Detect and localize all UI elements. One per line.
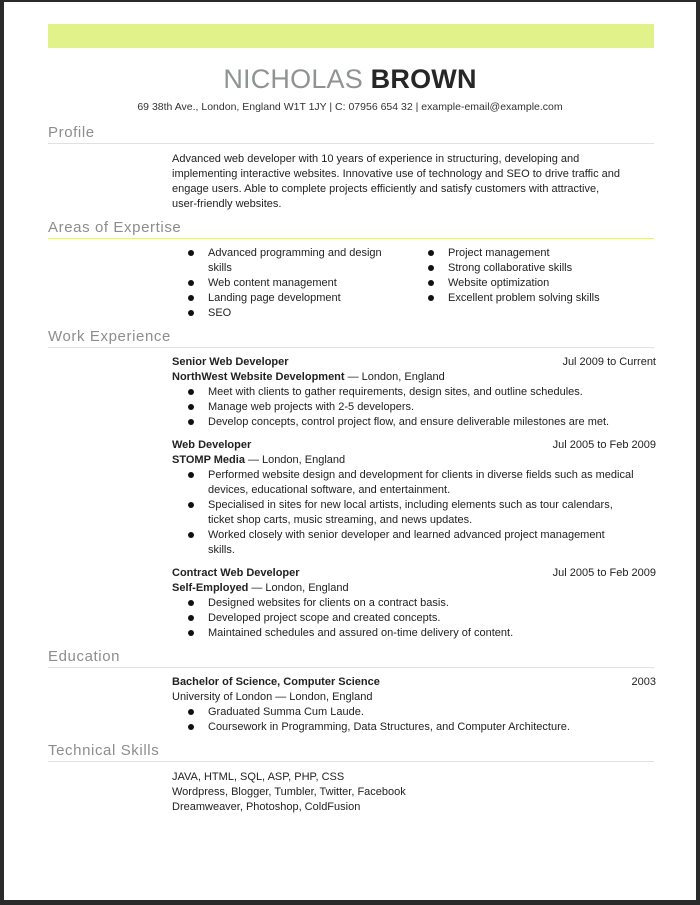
profile-line: implementing interactive websites. Innovative use of technology and SEO to drive traffic and <box>172 168 620 180</box>
list-item <box>172 468 656 498</box>
list-item <box>172 720 656 735</box>
skills-list <box>172 770 656 815</box>
item-text: Web content management <box>208 277 337 289</box>
job-bullets <box>172 596 656 641</box>
bullet-icon <box>428 250 434 256</box>
resume-page <box>4 2 696 900</box>
list-item <box>172 498 656 528</box>
expertise-column-right <box>412 246 656 321</box>
list-item <box>172 306 412 321</box>
expertise-list <box>172 246 656 321</box>
item-text: skills. <box>208 544 235 556</box>
item-text: Develop concepts, control project flow, and ensure deliverable milestones are met. <box>208 416 610 428</box>
list-item <box>172 276 412 291</box>
bullet-icon <box>188 404 194 410</box>
job-bullets <box>172 385 656 430</box>
education-header <box>172 675 656 690</box>
list-item <box>172 528 656 558</box>
list-item <box>172 626 656 641</box>
company-name: STOMP Media <box>172 454 245 466</box>
item-text: skills <box>208 262 232 274</box>
education-bullets <box>172 705 656 735</box>
item-text: ticket shop carts, music streaming, and news updates. <box>208 514 473 526</box>
bullet-icon <box>188 295 194 301</box>
last-name: BROWN <box>370 64 477 94</box>
item-text: Landing page development <box>208 292 341 304</box>
bullet-icon <box>188 250 194 256</box>
bullet-icon <box>428 295 434 301</box>
bullet-icon <box>188 389 194 395</box>
item-text: Excellent problem solving skills <box>448 292 600 304</box>
item-text: SEO <box>208 307 232 319</box>
job-employer: Self-Employed — London, England <box>172 582 349 594</box>
list-item <box>172 705 656 720</box>
skills-line: JAVA, HTML, SQL, ASP, PHP, CSS <box>172 771 345 783</box>
job-entry <box>172 355 656 430</box>
graduation-year: 2003 <box>631 676 656 688</box>
item-text: Developed project scope and created concepts. <box>208 612 441 624</box>
bullet-icon <box>188 532 194 538</box>
job-dates: Jul 2005 to Feb 2009 <box>552 567 656 579</box>
company-name: NorthWest Website Development <box>172 371 345 383</box>
expertise-column-left <box>172 246 412 321</box>
item-text: Graduated Summa Cum Laude. <box>208 706 364 718</box>
item-text: Strong collaborative skills <box>448 262 573 274</box>
list-item <box>412 261 656 276</box>
education-entry <box>172 675 656 735</box>
accent-bar <box>48 24 654 48</box>
item-text: Manage web projects with 2-5 developers. <box>208 401 415 413</box>
item-text: Project management <box>448 247 550 259</box>
contact-line: 69 38th Ave., London, England W1T 1JY | C: 07956 654 32 | example-email@example.com <box>137 101 563 113</box>
company-name: Self-Employed <box>172 582 249 594</box>
list-item <box>412 291 656 306</box>
skills-line: Wordpress, Blogger, Tumbler, Twitter, Facebook <box>172 786 406 798</box>
job-header <box>172 438 656 453</box>
job-dates: Jul 2009 to Current <box>562 356 656 368</box>
job-header <box>172 355 656 370</box>
job-location: London, England <box>261 454 346 466</box>
job-employer: NorthWest Website Development — London, England <box>172 371 445 383</box>
job-title: Contract Web Developer <box>172 567 300 579</box>
school-location: London, England <box>289 691 373 703</box>
bullet-icon <box>428 265 434 271</box>
bullet-icon <box>188 724 194 730</box>
list-item <box>172 596 656 611</box>
job-location: London, England <box>265 582 349 594</box>
school-line: University of London — London, England <box>172 691 373 703</box>
candidate-name <box>4 64 696 95</box>
item-text: Worked closely with senior developer and learned advanced project management <box>208 529 605 541</box>
list-item <box>172 415 656 430</box>
item-text: Performed website design and development for clients in diverse fields such as medical <box>208 469 634 481</box>
degree-line: Bachelor of Science, Computer Science <box>172 676 380 688</box>
profile-line: engage users. Able to complete projects efficiently and satisfy customers with attractive, <box>172 183 600 195</box>
profile-summary <box>172 152 656 212</box>
item-text: devices, educational software, and entertainment. <box>208 484 451 496</box>
section-heading-work: Work Experience <box>48 328 654 348</box>
list-item <box>172 611 656 626</box>
item-text: Advanced programming and design <box>208 247 382 259</box>
job-entry <box>172 566 656 641</box>
bullet-icon <box>188 419 194 425</box>
job-bullets <box>172 468 656 558</box>
list-item <box>172 385 656 400</box>
section-heading-education: Education <box>48 648 654 668</box>
job-title: Web Developer <box>172 439 252 451</box>
bullet-icon <box>188 630 194 636</box>
job-location: London, England <box>361 371 445 383</box>
bullet-icon <box>188 615 194 621</box>
section-heading-expertise: Areas of Expertise <box>48 219 654 239</box>
profile-line: user-friendly websites. <box>172 198 282 210</box>
list-item <box>172 291 412 306</box>
bullet-icon <box>188 310 194 316</box>
job-header <box>172 566 656 581</box>
item-text: Coursework in Programming, Data Structures, and Computer Architecture. <box>208 721 570 733</box>
item-text: Meet with clients to gather requirements, design sites, and outline schedules. <box>208 386 583 398</box>
first-name: NICHOLAS <box>223 64 363 94</box>
bullet-icon <box>188 709 194 715</box>
section-heading-skills: Technical Skills <box>48 742 654 762</box>
field-of-study: Computer Science <box>283 676 380 688</box>
item-text: Specialised in sites for new local artists, including elements such as tour calendars, <box>208 499 613 511</box>
job-title: Senior Web Developer <box>172 356 289 368</box>
school-name: University of London <box>172 691 273 703</box>
list-item <box>172 400 656 415</box>
item-text: Website optimization <box>448 277 550 289</box>
degree: Bachelor of Science <box>172 676 278 688</box>
profile-line: Advanced web developer with 10 years of experience in structuring, developing and <box>172 153 580 165</box>
job-dates: Jul 2005 to Feb 2009 <box>552 439 656 451</box>
bullet-icon <box>188 502 194 508</box>
section-heading-profile: Profile <box>48 124 654 144</box>
bullet-icon <box>188 280 194 286</box>
bullet-icon <box>188 472 194 478</box>
item-text: Maintained schedules and assured on-time delivery of content. <box>208 627 514 639</box>
list-item <box>172 246 412 276</box>
job-entry <box>172 438 656 558</box>
list-item <box>412 276 656 291</box>
list-item <box>412 246 656 261</box>
bullet-icon <box>188 600 194 606</box>
item-text: Designed websites for clients on a contract basis. <box>208 597 449 609</box>
bullet-icon <box>428 280 434 286</box>
job-employer: STOMP Media — London, England <box>172 454 346 466</box>
skills-line: Dreamweaver, Photoshop, ColdFusion <box>172 801 361 813</box>
